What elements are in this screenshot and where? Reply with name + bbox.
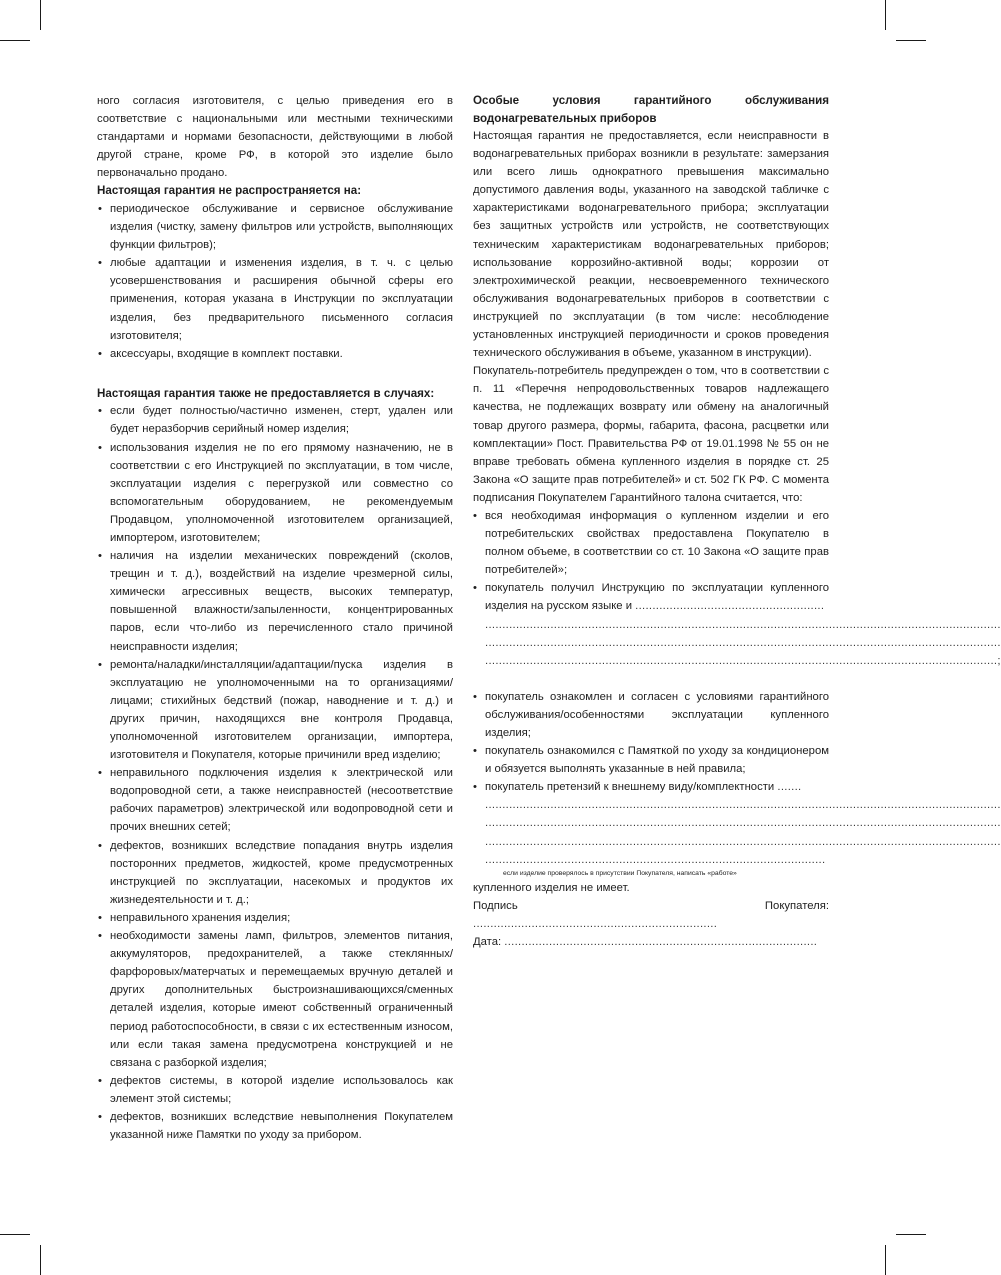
list-item: • ремонта/наладки/инсталляции/адаптации/пуска изделия в эксплуатацию не уполномоченными на то организациями/лицами; стихийных бедствий (пожар, наводнение и т. д.) и других причин, находящихся вне контроля Продавца, уполномоченной изготовителем организации, импортера, изготовителя и Покупателя, которые причинили вред изделию;: [97, 656, 453, 765]
crop-mark-top-right-v: [885, 0, 886, 30]
signature-row: [473, 897, 829, 933]
crop-mark-bottom-left-v: [40, 1245, 41, 1275]
fill-in-line[interactable]: .......................................................: [635, 600, 825, 613]
list-item: • наличия на изделии механических повреждений (сколов, трещин и т. д.), воздействий на изделие чрезмерной силы, химически агрессивных веществ, высоких температур, повышенной влажности/запыленности, концентрированных паров, если что-либо из перечисленного стало причиной неисправности изделия;: [97, 547, 453, 656]
fill-in-line[interactable]: ......................................................................................................................................................: [485, 618, 1001, 631]
not-covered-list: [97, 200, 453, 363]
consumer-notice-paragraph: Покупатель-потребитель предупрежден о том, что в соответствии с п. 11 «Перечня непродовольственных товаров надлежащего качества, не подлежащих возврату или обмену на аналогичный товар другого размера, формы, габарита, фасона, расцветки или комплектации» Пост. Правительства РФ от 19.01.1998 № 55 он не вправе требовать обмена купленного изделия в порядке ст. 25 Закона «О защите прав потребителей» и ст. 502 ГК РФ. С момента подписания Покупателем Гарантийного талона считается, что:: [473, 365, 829, 504]
list-item: • использования изделия не по его прямому назначению, не в соответствии с его Инструкцией по эксплуатации, в том числе, эксплуатации изделия с перегрузкой или совместно со вспомогательным оборудованием, не рекомендуемым Продавцом, уполномоченной изготовителем организацией, импортером, изготовителем;: [97, 439, 453, 548]
crop-mark-top-left-v: [40, 0, 41, 30]
list-item: [473, 778, 829, 796]
fill-in-line[interactable]: .......: [777, 781, 802, 794]
list-item: • неправильного хранения изделия;: [97, 909, 453, 927]
list-item: • дефектов, возникших вследствие попадания внутрь изделия посторонних предметов, жидкостей, кроме предусмотренных инструкцией по эксплуатации, насекомых и продуктов их жизнедеятельности и т. д.;: [97, 837, 453, 909]
crop-mark-top-right-h: [896, 40, 926, 41]
list-item-text: покупатель претензий к внешнему виду/комплектности: [485, 781, 775, 794]
list-item: • периодическое обслуживание и сервисное обслуживание изделия (чистку, замену фильтров или устройств, выполняющих функции фильтров);: [97, 200, 453, 254]
list-item: • если будет полностью/частично изменен, стерт, удален или будет неразборчив серийный номер изделия;: [97, 402, 453, 438]
list-item: • неправильного подключения изделия к электрической или водопроводной сети, а также неисправностей (несоответствие рабочих параметров) электрической или водопроводной сети и прочих внешних сетей;: [97, 764, 453, 836]
heading-water-heaters: Особые условия гарантийного обслуживания водонагревательных приборов: [473, 94, 829, 125]
list-item: • дефектов системы, в которой изделие использовалось как элемент этой системы;: [97, 1072, 453, 1108]
footnote-note: если изделие проверялось в присутствии Покупателя, написать «работе»: [503, 869, 737, 877]
list-item: [473, 579, 829, 615]
left-column: [97, 92, 453, 1144]
acknowledgement-list-continued: [473, 688, 829, 797]
not-provided-list: [97, 402, 453, 1144]
crop-mark-bottom-right-v: [885, 1245, 886, 1275]
list-item: • покупатель ознакомлен и согласен с условиями гарантийного обслуживания/особенностями эксплуатации купленного изделия;: [473, 688, 829, 742]
signature-label: Подпись Покупателя:: [473, 899, 829, 912]
fill-in-line[interactable]: ......................................................................................................................................................: [485, 835, 1001, 848]
list-item: • дефектов, возникших вследствие невыполнения Покупателем указанной ниже Памятки по уходу за прибором.: [97, 1108, 453, 1144]
list-item: • вся необходимая информация о купленном изделии и его потребительских свойствах предоставлена Покупателю в полном объеме, в соответствии со ст. 10 Закона «О защите прав потребителей»;: [473, 507, 829, 579]
heading-not-provided: Настоящая гарантия также не предоставляется в случаях:: [97, 386, 435, 400]
intro-paragraph: ного согласия изготовителя, с целью приведения его в соответствие с национальными или местными техническими стандартами и нормами безопасности, действующими в любой другой стране, кроме РФ, в которой это изделие было первоначально продано.: [97, 95, 453, 180]
crop-mark-bottom-right-h: [896, 1234, 926, 1235]
right-column: [473, 92, 1001, 951]
water-heaters-paragraph: Настоящая гарантия не предоставляется, если неисправности в водонагревательных приборах возникли в результате: замерзания или всего лишь однократного превышения максимально допустимого давления воды, указанного на заводской табличке с характеристиками водонагревательного прибора; эксплуатации без защитных устройств или устройств, не соответствующих техническим характеристикам водонагревательных приборов; использование коррозийно-активной воды; коррозии от электрохимической реакции, несвоевременного технического обслуживания водонагревательных приборов в соответствии с инструкцией по эксплуатации (в том числе: несоблюдение установленных инструкцией периодичности и сроков проведения технического обслуживания в объеме, указанном в инструкции).: [473, 130, 829, 360]
date-field[interactable]: ...........................................................................................: [504, 936, 818, 949]
date-row: [473, 933, 829, 951]
fill-in-line[interactable]: ......................................................................................................................................................: [485, 799, 1001, 812]
list-item-text: покупатель получил Инструкцию по эксплуатации купленного изделия на русском языке и: [485, 582, 829, 613]
crop-mark-top-left-h: [0, 40, 30, 41]
closing-line: купленного изделия не имеет.: [473, 881, 630, 894]
crop-mark-bottom-left-h: [0, 1234, 30, 1235]
acknowledgement-list: [473, 507, 829, 616]
list-item: • необходимости замены ламп, фильтров, элементов питания, аккумуляторов, предохранителей, а также стеклянных/фарфоровых/матерчатых и перемещаемых вручную деталей и других дополнительных быстроизнашивающихся/сменных деталей изделия, которые имеют собственный ограниченный период работоспособности, в связи с их естественным износом, или если такая замена предусмотрена конструкцией и не связана с разборкой изделия;: [97, 927, 453, 1072]
signature-field[interactable]: .......................................................................: [473, 917, 718, 930]
fill-in-line[interactable]: .....................................................................................................................................................;: [485, 654, 1001, 667]
fill-in-line[interactable]: ......................................................................................................................................................: [485, 817, 1001, 830]
fill-in-line[interactable]: ......................................................................................................................................................: [485, 636, 1001, 649]
heading-not-covered: Настоящая гарантия не распространяется на:: [97, 184, 362, 198]
list-item: • любые адаптации и изменения изделия, в т. ч. с целью усовершенствования и расширения обычной сферы его применения, которая указана в Инструкции по эксплуатации изделия, без предварительного письменного согласия изготовителя;: [97, 254, 453, 344]
list-item: • аксессуары, входящие в комплект поставки.: [97, 345, 453, 363]
list-item: • покупатель ознакомился с Памяткой по уходу за кондиционером и обязуется выполнять указанные в ней правила;: [473, 742, 829, 778]
fill-in-line[interactable]: ...................................................................................................: [485, 853, 826, 866]
date-label: Дата:: [473, 936, 502, 949]
